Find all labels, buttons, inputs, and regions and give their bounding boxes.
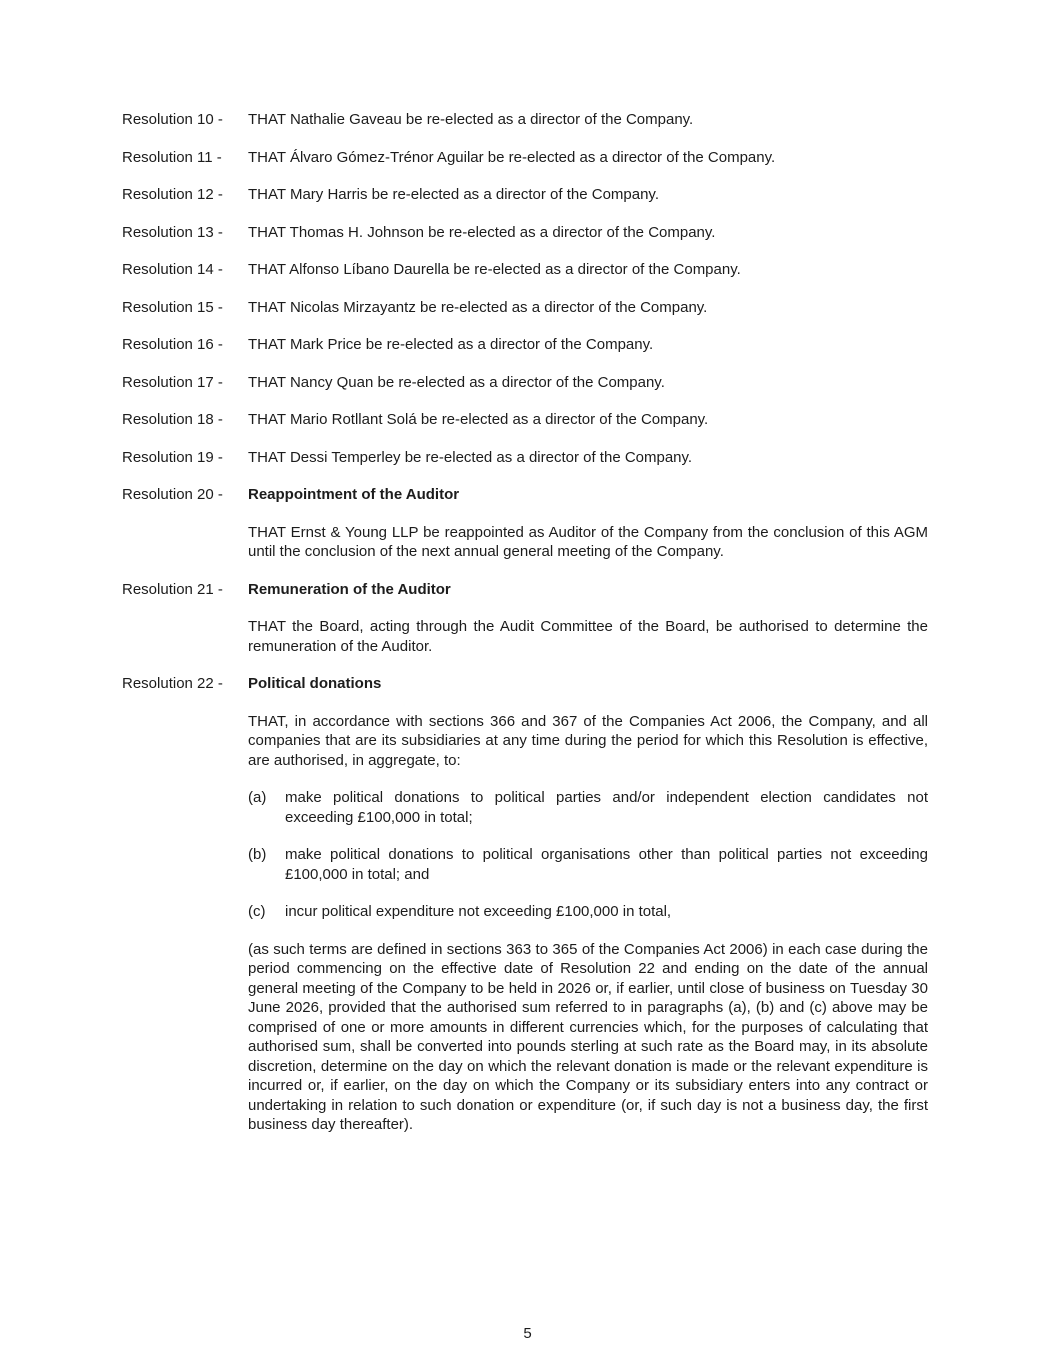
resolution-paragraph-row [122, 523, 928, 562]
resolution-label-spacer [122, 712, 248, 771]
resolution-label: Resolution 14 - [122, 261, 223, 278]
resolution-heading: Remuneration of the Auditor [248, 580, 451, 598]
resolution-paragraph-row [122, 940, 928, 1135]
resolution-row [122, 223, 928, 243]
resolution-label-spacer [122, 845, 248, 884]
resolution-row [122, 485, 928, 505]
resolution-paragraph: (as such terms are defined in sections 363 to 365 of the Companies Act 2006) in each case during the period commencing on the effective date of Resolution 22 and ending on the date of the annual general meeting of the Company to be held in 2026 or, if earlier, until close of business on Tuesday 30 June 2026, provided that the authorised sum referred to in paragraphs (a), (b) and (c) above may be comprised of one or more amounts in different currencies which, for the purposes of calculating that authorised sum, shall be converted into pounds sterling at such rate as the Board may, in its absolute discretion, determine on the day on which the relevant donation is made or the relevant expenditure is incurred or, if earlier, on the day on which the Company or its subsidiary enters into any contract or undertaking in relation to such donation or expenditure (or, if such day is not a business day, the first business day thereafter). [248, 940, 928, 1133]
resolution-row [122, 410, 928, 430]
resolution-row [122, 448, 928, 468]
list-marker: (c) [248, 903, 266, 920]
resolution-paragraph-row [122, 617, 928, 656]
resolution-row [122, 674, 928, 694]
resolution-row [122, 148, 928, 168]
resolution-row [122, 110, 928, 130]
resolution-heading: Political donations [248, 675, 382, 692]
resolution-label-spacer [122, 617, 248, 656]
resolution-text: THAT Nicolas Mirzayantz be re-elected as a director of the Company. [248, 298, 708, 316]
list-item-row [122, 788, 928, 827]
resolution-label: Resolution 12 - [122, 186, 223, 203]
resolution-label: Resolution 13 - [122, 223, 223, 241]
resolution-row [122, 260, 928, 280]
resolution-text: THAT Nathalie Gaveau be re-elected as a director of the Company. [248, 111, 694, 128]
list-item [248, 902, 928, 922]
resolution-label-spacer [122, 788, 248, 827]
resolution-label: Resolution 19 - [122, 448, 223, 466]
resolution-text: THAT Mark Price be re-elected as a director of the Company. [248, 336, 654, 353]
list-item-text: make political donations to political parties and/or independent election candidates not exceeding £100,000 in total; [285, 789, 928, 826]
resolution-heading: Reappointment of the Auditor [248, 486, 460, 503]
resolution-label-spacer [122, 902, 248, 922]
resolution-row [122, 580, 928, 600]
page-number: 5 [523, 1324, 532, 1342]
resolution-row [122, 373, 928, 393]
resolution-label: Resolution 15 - [122, 298, 223, 316]
resolution-label: Resolution 20 - [122, 486, 223, 503]
resolution-text: THAT Alfonso Líbano Daurella be re-elected as a director of the Company. [248, 261, 741, 278]
resolution-paragraph: THAT the Board, acting through the Audit Committee of the Board, be authorised to determine the remuneration of the Auditor. [248, 618, 928, 655]
list-item-text: incur political expenditure not exceeding £100,000 in total, [285, 903, 672, 920]
resolution-label-spacer [122, 940, 248, 1135]
resolution-text: THAT Dessi Temperley be re-elected as a director of the Company. [248, 448, 693, 466]
resolution-label: Resolution 17 - [122, 373, 223, 391]
resolution-text: THAT Mary Harris be re-elected as a director of the Company. [248, 186, 659, 203]
resolution-row [122, 298, 928, 318]
list-marker: (a) [248, 789, 267, 806]
list-marker: (b) [248, 846, 267, 863]
list-item-row [122, 845, 928, 884]
resolution-text: THAT Thomas H. Johnson be re-elected as a director of the Company. [248, 223, 716, 241]
resolution-label: Resolution 18 - [122, 411, 223, 428]
resolution-text: THAT Nancy Quan be re-elected as a director of the Company. [248, 373, 665, 391]
list-item-row [122, 902, 928, 922]
resolution-label: Resolution 22 - [122, 675, 223, 692]
list-item [248, 845, 928, 884]
list-item-text: make political donations to political organisations other than political parties not exceeding £100,000 in total; and [285, 846, 928, 883]
list-item [248, 788, 928, 827]
resolution-paragraph-row [122, 712, 928, 771]
resolution-row [122, 185, 928, 205]
resolution-text: THAT Álvaro Gómez-Trénor Aguilar be re-elected as a director of the Company. [248, 148, 776, 166]
resolution-label-spacer [122, 523, 248, 562]
resolution-paragraph: THAT Ernst & Young LLP be reappointed as Auditor of the Company from the conclusion of this AGM until the conclusion of the next annual general meeting of the Company. [248, 523, 928, 560]
resolution-label: Resolution 11 - [122, 148, 222, 166]
resolution-row [122, 335, 928, 355]
resolution-label: Resolution 21 - [122, 580, 223, 598]
resolution-label: Resolution 16 - [122, 336, 223, 353]
resolution-paragraph: THAT, in accordance with sections 366 and 367 of the Companies Act 2006, the Company, and all companies that are its subsidiaries at any time during the period for which this Resolution is effective, are authorised, in aggregate, to: [248, 712, 928, 769]
resolution-text: THAT Mario Rotllant Solá be re-elected as a director of the Company. [248, 411, 709, 428]
document-content [122, 110, 928, 1153]
resolution-label: Resolution 10 - [122, 111, 223, 128]
